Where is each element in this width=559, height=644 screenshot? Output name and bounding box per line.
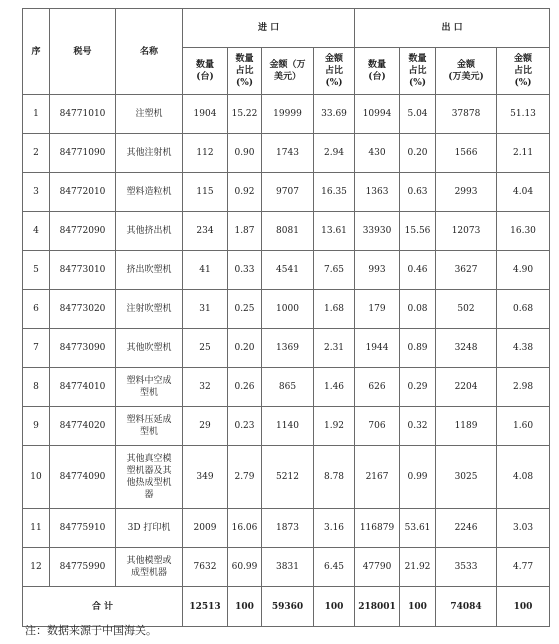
row-import-amount: 1873 [262, 509, 314, 548]
row-import-qty: 31 [183, 290, 228, 329]
row-import-qty-share: 0.26 [228, 368, 262, 407]
row-seq: 4 [23, 212, 50, 251]
row-import-qty-share: 0.33 [228, 251, 262, 290]
row-import-amount-share: 33.69 [314, 95, 355, 134]
row-tax-code: 84775990 [50, 548, 116, 587]
row-import-qty: 2009 [183, 509, 228, 548]
row-export-amount-share: 4.38 [497, 329, 550, 368]
row-import-qty: 115 [183, 173, 228, 212]
row-name: 塑料压延成 型机 [116, 407, 183, 446]
total-export-amount: 74084 [436, 587, 497, 627]
row-export-amount-share: 4.77 [497, 548, 550, 587]
row-export-qty-share: 0.29 [400, 368, 436, 407]
row-import-amount: 1743 [262, 134, 314, 173]
row-export-amount-share: 0.68 [497, 290, 550, 329]
row-name: 其他模塑或 成型机器 [116, 548, 183, 587]
row-export-qty: 179 [355, 290, 400, 329]
row-export-qty: 47790 [355, 548, 400, 587]
row-export-amount-share: 2.98 [497, 368, 550, 407]
header-export: 出 口 [355, 9, 550, 48]
row-export-qty: 1363 [355, 173, 400, 212]
total-export-qty-share: 100 [400, 587, 436, 627]
row-seq: 8 [23, 368, 50, 407]
header-export-qty-share: 数量 占比 (%) [400, 48, 436, 95]
row-export-qty: 116879 [355, 509, 400, 548]
header-tax-code: 税号 [50, 9, 116, 95]
total-import-amount-share: 100 [314, 587, 355, 627]
header-import-amount-share: 金额 占比 (%) [314, 48, 355, 95]
header-import-qty-share: 数量 占比 (%) [228, 48, 262, 95]
row-tax-code: 84774010 [50, 368, 116, 407]
row-export-qty: 706 [355, 407, 400, 446]
row-export-amount-share: 4.08 [497, 446, 550, 509]
row-import-amount: 1140 [262, 407, 314, 446]
row-export-qty-share: 21.92 [400, 548, 436, 587]
row-export-amount: 2204 [436, 368, 497, 407]
row-name: 注射吹塑机 [116, 290, 183, 329]
source-note: 注：数据来源于中国海关。 [25, 624, 157, 637]
row-name: 挤出吹塑机 [116, 251, 183, 290]
row-import-qty: 41 [183, 251, 228, 290]
row-name: 其他真空模 塑机器及其 他热成型机 器 [116, 446, 183, 509]
row-export-amount-share: 2.11 [497, 134, 550, 173]
row-import-qty-share: 0.20 [228, 329, 262, 368]
row-export-qty: 1944 [355, 329, 400, 368]
row-export-amount-share: 16.30 [497, 212, 550, 251]
row-import-qty-share: 0.90 [228, 134, 262, 173]
total-label: 合 计 [23, 587, 183, 627]
row-export-amount-share: 3.03 [497, 509, 550, 548]
row-import-amount-share: 13.61 [314, 212, 355, 251]
row-tax-code: 84775910 [50, 509, 116, 548]
row-import-qty: 32 [183, 368, 228, 407]
total-export-qty: 218001 [355, 587, 400, 627]
row-export-qty-share: 5.04 [400, 95, 436, 134]
table-row [23, 173, 550, 212]
row-import-amount: 1369 [262, 329, 314, 368]
row-export-amount: 37878 [436, 95, 497, 134]
row-name: 塑料中空成 型机 [116, 368, 183, 407]
row-seq: 7 [23, 329, 50, 368]
table-row [23, 329, 550, 368]
row-name: 其他注射机 [116, 134, 183, 173]
row-import-qty-share: 0.23 [228, 407, 262, 446]
row-export-amount: 3025 [436, 446, 497, 509]
row-import-qty: 349 [183, 446, 228, 509]
table-row [23, 251, 550, 290]
row-tax-code: 84771090 [50, 134, 116, 173]
row-export-amount-share: 1.60 [497, 407, 550, 446]
trade-table [22, 8, 550, 627]
row-export-qty-share: 0.89 [400, 329, 436, 368]
total-import-amount: 59360 [262, 587, 314, 627]
row-import-amount-share: 8.78 [314, 446, 355, 509]
row-name: 其他挤出机 [116, 212, 183, 251]
row-import-amount-share: 7.65 [314, 251, 355, 290]
row-tax-code: 84773010 [50, 251, 116, 290]
row-import-amount: 865 [262, 368, 314, 407]
row-import-amount: 1000 [262, 290, 314, 329]
row-import-qty: 25 [183, 329, 228, 368]
row-export-amount: 1189 [436, 407, 497, 446]
row-seq: 5 [23, 251, 50, 290]
row-import-qty-share: 60.99 [228, 548, 262, 587]
row-import-qty: 7632 [183, 548, 228, 587]
row-import-qty-share: 1.87 [228, 212, 262, 251]
row-export-qty: 430 [355, 134, 400, 173]
row-tax-code: 84773090 [50, 329, 116, 368]
total-export-amount-share: 100 [497, 587, 550, 627]
row-export-amount: 12073 [436, 212, 497, 251]
row-export-qty-share: 0.63 [400, 173, 436, 212]
row-tax-code: 84772010 [50, 173, 116, 212]
row-name: 塑料造粒机 [116, 173, 183, 212]
row-export-qty: 10994 [355, 95, 400, 134]
table-row [23, 446, 550, 509]
row-export-amount: 3627 [436, 251, 497, 290]
row-export-amount: 3248 [436, 329, 497, 368]
row-export-qty-share: 0.20 [400, 134, 436, 173]
row-import-amount: 8081 [262, 212, 314, 251]
row-export-qty-share: 0.99 [400, 446, 436, 509]
row-tax-code: 84771010 [50, 95, 116, 134]
row-import-amount-share: 1.68 [314, 290, 355, 329]
row-import-qty: 29 [183, 407, 228, 446]
row-import-qty-share: 16.06 [228, 509, 262, 548]
header-export-amount-share: 金额 占比 (%) [497, 48, 550, 95]
row-export-qty-share: 0.08 [400, 290, 436, 329]
header-export-qty: 数量 (台) [355, 48, 400, 95]
row-seq: 6 [23, 290, 50, 329]
row-export-amount: 3533 [436, 548, 497, 587]
row-export-qty: 993 [355, 251, 400, 290]
row-import-amount: 3831 [262, 548, 314, 587]
row-import-amount-share: 16.35 [314, 173, 355, 212]
row-seq: 9 [23, 407, 50, 446]
row-import-qty-share: 2.79 [228, 446, 262, 509]
row-tax-code: 84774090 [50, 446, 116, 509]
row-seq: 10 [23, 446, 50, 509]
row-import-amount: 4541 [262, 251, 314, 290]
row-import-amount-share: 1.46 [314, 368, 355, 407]
table-row [23, 290, 550, 329]
row-import-amount-share: 2.94 [314, 134, 355, 173]
row-name: 其他吹塑机 [116, 329, 183, 368]
table-body [23, 95, 550, 587]
row-import-qty: 112 [183, 134, 228, 173]
row-tax-code: 84773020 [50, 290, 116, 329]
row-import-amount-share: 3.16 [314, 509, 355, 548]
table-row [23, 212, 550, 251]
header-name: 名称 [116, 9, 183, 95]
row-seq: 2 [23, 134, 50, 173]
row-import-amount: 5212 [262, 446, 314, 509]
row-export-amount: 2993 [436, 173, 497, 212]
header-export-amount: 金额 (万美元) [436, 48, 497, 95]
table-row [23, 548, 550, 587]
row-export-qty-share: 53.61 [400, 509, 436, 548]
row-seq: 11 [23, 509, 50, 548]
row-tax-code: 84774020 [50, 407, 116, 446]
row-export-amount: 502 [436, 290, 497, 329]
table-row [23, 95, 550, 134]
row-seq: 3 [23, 173, 50, 212]
header-import-qty: 数量 (台) [183, 48, 228, 95]
row-export-qty-share: 0.46 [400, 251, 436, 290]
table-row [23, 407, 550, 446]
row-seq: 1 [23, 95, 50, 134]
row-name: 注塑机 [116, 95, 183, 134]
row-export-amount-share: 51.13 [497, 95, 550, 134]
row-export-qty: 2167 [355, 446, 400, 509]
row-export-qty: 626 [355, 368, 400, 407]
row-export-amount-share: 4.90 [497, 251, 550, 290]
row-import-amount-share: 6.45 [314, 548, 355, 587]
header-seq: 序 [23, 9, 50, 95]
total-import-qty-share: 100 [228, 587, 262, 627]
row-export-qty-share: 0.32 [400, 407, 436, 446]
row-import-amount: 19999 [262, 95, 314, 134]
table-row [23, 509, 550, 548]
table-row [23, 368, 550, 407]
table-row [23, 134, 550, 173]
header-import: 进 口 [183, 9, 355, 48]
row-import-qty-share: 0.25 [228, 290, 262, 329]
row-import-amount-share: 2.31 [314, 329, 355, 368]
row-seq: 12 [23, 548, 50, 587]
row-name: 3D 打印机 [116, 509, 183, 548]
row-export-amount-share: 4.04 [497, 173, 550, 212]
row-tax-code: 84772090 [50, 212, 116, 251]
row-export-amount: 2246 [436, 509, 497, 548]
row-export-amount: 1566 [436, 134, 497, 173]
row-import-qty-share: 15.22 [228, 95, 262, 134]
row-import-qty: 234 [183, 212, 228, 251]
header-import-amount: 金额（万 美元） [262, 48, 314, 95]
row-import-amount-share: 1.92 [314, 407, 355, 446]
row-export-qty-share: 15.56 [400, 212, 436, 251]
row-export-qty: 33930 [355, 212, 400, 251]
row-import-qty: 1904 [183, 95, 228, 134]
row-import-amount: 9707 [262, 173, 314, 212]
total-row [23, 587, 550, 627]
row-import-qty-share: 0.92 [228, 173, 262, 212]
total-import-qty: 12513 [183, 587, 228, 627]
